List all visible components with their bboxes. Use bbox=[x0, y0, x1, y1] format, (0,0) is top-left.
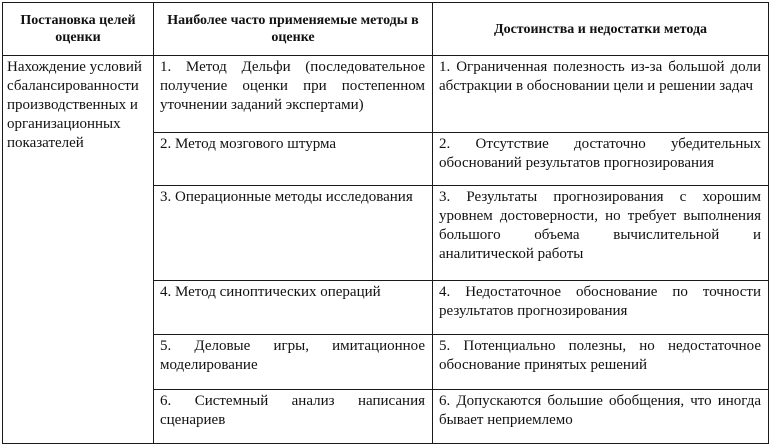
assessment-cell: 3. Результаты прогнозирования с хорошим уровнем достоверности, но требует выполнения большого объема вычислительной и аналитической работы bbox=[433, 186, 769, 281]
table-header-row bbox=[3, 3, 769, 56]
method-cell: 2. Метод мозгового штурма bbox=[154, 132, 433, 185]
method-cell: 4. Метод синоптических операций bbox=[154, 281, 433, 334]
method-cell: 3. Операционные методы исследования bbox=[154, 186, 433, 281]
header-goal: Постановка целей оценки bbox=[3, 3, 154, 56]
method-cell: 1. Метод Дельфи (последовательное получение оценки при постепенном уточнении заданий экспертами) bbox=[154, 56, 433, 133]
method-cell: 6. Системный анализ написания сценариев bbox=[154, 390, 433, 444]
assessment-cell: 1. Ограниченная полезность из-за большой доли абстракции в обосновании цели и решении задач bbox=[433, 56, 769, 133]
assessment-cell: 6. Допускаются большие обобщения, что иногда бывает неприемлемо bbox=[433, 390, 769, 444]
assessment-cell: 2. Отсутствие достаточно убедительных обоснований результатов прогнозирования bbox=[433, 132, 769, 185]
header-methods: Наиболее часто применяемые методы в оценке bbox=[154, 3, 433, 56]
goal-cell: Нахождение условий сбалансированности производственных и организационных показателей bbox=[3, 56, 154, 444]
methods-table bbox=[2, 2, 769, 444]
header-pros-cons: Достоинства и недостатки метода bbox=[433, 3, 769, 56]
assessment-cell: 5. Потенциально полезны, но недостаточное обоснование принятых решений bbox=[433, 334, 769, 390]
assessment-cell: 4. Недостаточное обоснование по точности результатов прогнозирования bbox=[433, 281, 769, 334]
table-row bbox=[3, 56, 769, 133]
method-cell: 5. Деловые игры, имитационное моделирование bbox=[154, 334, 433, 390]
page bbox=[0, 2, 770, 448]
